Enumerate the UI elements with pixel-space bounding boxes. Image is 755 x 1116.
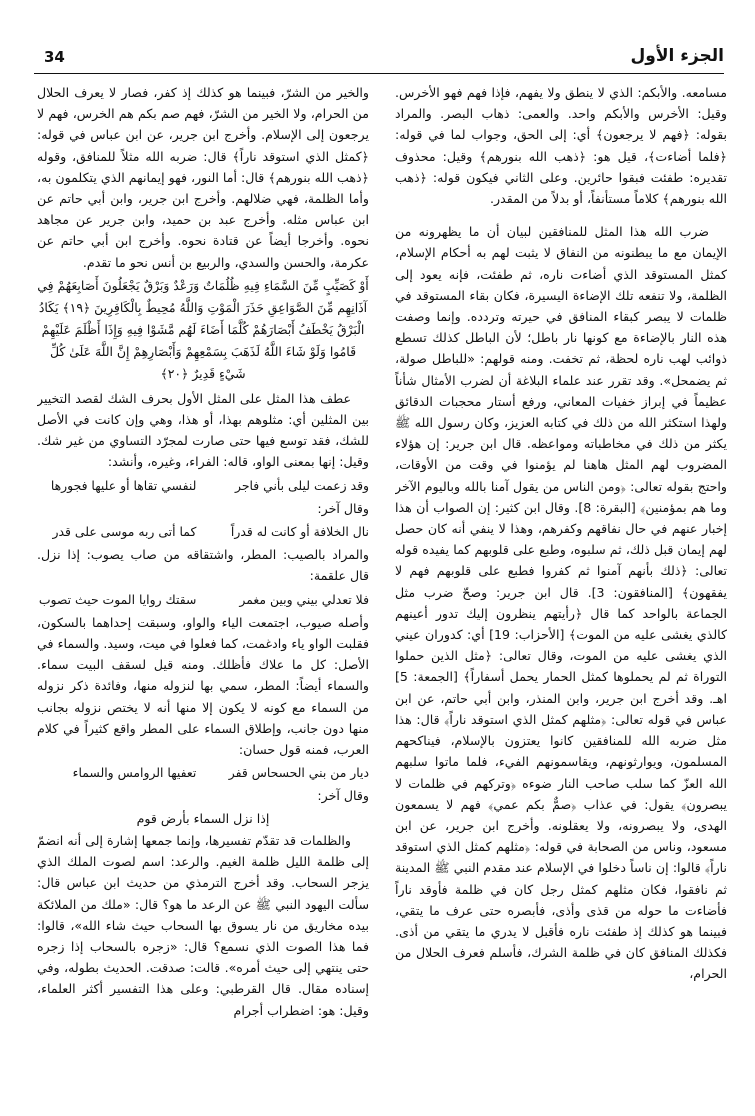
poem-hemistich: وقد زعمت ليلى بأني فاجر: [234, 477, 369, 493]
paragraph: مسامعه. والأبكم: الذي لا ينطق ولا يفهم، فإذا فهم فهو الأخرس. وقيل: الأخرس والأبكم واحد. والعمى: ذهاب البصر. والمراد بقوله: ﴿فهم لا يرجعون﴾ أي: إلى الحق، وجواب لما في قوله: ﴿فلما أضاءت﴾، قيل هو: ﴿ذهب الله بنورهم﴾ وقيل: محذوف تقديره: طفئت فبقوا حائرين. وعلى الثاني فيكون قوله: ﴿ذهب الله بنورهم﴾ كلاماً مستأنفاً، أو بدلاً من المقدر.: [395, 85, 727, 207]
paragraph: والظلمات قد تقدّم تفسيرها، وإنما جمعها إشارة إلى أنه انضمّ إلى ظلمة الليل ظلمة الغيم. والرعد: اسم لصوت الملك الذي يزجر السحاب. وقد أخرج الترمذي من حديث ابن عباس قال: سألت اليهود النبي ﷺ عن الرعد ما هو؟ قال: «ملك من الملائكة بيده مخاريق من نار يسوق بها السحاب حيث شاء الله»، قالوا: فما هذا الصوت الذي نسمع؟ قال: «زجره بالسحاب إذا زجره حتى ينتهي إلى حيث أمره». قالت: صدقت. الحديث بطوله، وفي إسناده مقال. قال القرطبي: وعلى هذا التفسير أكثر العلماء، وقيل: هو: اضطراب أجرام: [37, 832, 369, 1018]
paragraph: ضرب الله هذا المثل للمنافقين لبيان أن ما يظهرونه من الإيمان مع ما يبطنونه من النفاق لا يثبت لهم به أحكام الإسلام، كمثل المستوقد الذي أضاءت ناره، ثم طفئت، فإنه يعود إلى الظلمة، ولا تنفعه تلك الإضاءة اليسيرة، فكان بقاء المستوقد في ظلمات لا يبصر كبقاء المنافق في حيرته وتردده. وإنما وصفت هذه النار بالإضاءة مع كونها نار باطل؛ لأن الباطل كذلك تسطع ذوائب لهب ناره لحظة، ثم تخفت. ومنه قولهم: «للباطل صولة، ثم يضمحل». وقد تقرر عند علماء البلاغة أن لضرب الأمثال شأناً عظيماً في إبراز خفيات المعاني، ورفع أستار محجبات الدقائق ولهذا استكثر الله من ذلك في كتابه العزيز، وكان رسول الله ﷺ يكثر من ذلك في مخاطباته ومواعظه. قال ابن جرير: إن هؤلاء المضروب لهم المثل هاهنا لم يؤمنوا في وقت من الأوقات، واحتج بقوله تعالى: ﴿ومن الناس من يقول آمنا بالله وباليوم الآخر وما هم بمؤمنين﴾ [البقرة: 8]. وقال ابن كثير: إن الصواب أن هذا إخبار عنهم في حال نفاقهم وكفرهم، وهذا لا ينفي أنه كان حصل لهم إيمان قبل ذلك، ثم سلبوه، وطبع على قلوبهم كما يفيده قوله تعالى: ﴿ذلك بأنهم آمنوا ثم كفروا فطبع على قلوبهم فهم لا يفقهون﴾ [المنافقون: 3]. قال ابن جرير: وصحّ ضرب مثل الجماعة بالواحد كما قال ﴿رأيتهم ينظرون إليك تدور أعينهم كالذي يغشى عليه من الموت﴾ [الأحزاب: 19] أي: كدوران عيني الذي يغشى عليه من الموت، وقال تعالى: ﴿مثل الذين حملوا التوراة ثم لم يحملوها كمثل الحمار يحمل أسفاراً﴾ [الجمعة: 5] اهـ. وقد أخرج ابن جرير، وابن المنذر، وابن أبي حاتم، عن ابن عباس في قوله تعالى: ﴿مثلهم كمثل الذي استوقد ناراً﴾ قال: هذا مثل ضربه الله للمنافقين كانوا يعتزون بالإسلام، فيناكحهم المسلمون، ويوارثونهم، ويقاسمونهم الفيء، فلما ماتوا سلبهم الله العزّ كما سلب صاحب النار ضوءه ﴿وتركهم في ظلمات لا يبصرون﴾ يقول: في عذاب ﴿صمٌّ بكم عمي﴾ فهم لا يسمعون الهدى، ولا يبصرونه، ولا يعقلونه. وأخرج ابن جرير، عن ابن مسعود، وناس من الصحابة في قوله: ﴿مثلهم كمثل الذي استوقد ناراً﴾ قالوا: إن ناساً دخلوا في الإسلام عند مقدم النبي ﷺ المدينة ثم نافقوا، فكان مثلهم كمثل رجل كان في ظلمة فأوقد ناراً فأضاءت ما حوله من قذى وأذى، فأبصره حتى عرف ما يتقي، فبينما هو كذلك إذ طفئت ناره فأقبل لا يدري ما يتقي من أذى. فكذلك المنافق كان في ظلمة الشرك، فأسلم فعرف الحلال من الحرام،: [395, 224, 727, 982]
paragraph: والخير من الشرّ، فبينما هو كذلك إذ كفر، فصار لا يعرف الحلال من الحرام، ولا الخير من الشرّ، فهم صم بكم هم الخرس، فهم لا يرجعون إلى الإسلام. وأخرج ابن جرير، عن ابن عباس في قوله: ﴿كمثل الذي استوقد ناراً﴾ قال: ضربه الله مثلاً للمنافق، وقوله ﴿ذهب الله بنورهم﴾ قال: أما النور، فهو إيمانهم الذي يتكلمون به، وأما الظلمة، فهي ضلالهم. وأخرج ابن جرير، وابن أبي حاتم عن ابن عباس مثله. وأخرج عبد بن حميد، وابن جرير عن مجاهد نحوه. وأخرجا أيضاً عن قتادة نحوه. وأخرج ابن أبي حاتم عن عكرمة، والحسن والسدي، والربيع بن أنس نحو ما تقدم.: [37, 85, 369, 270]
poem-hemistich: لنفسي تقاها أو عليها فجورها: [50, 477, 197, 493]
paragraph: عطف هذا المثل على المثل الأول بحرف الشك لقصد التخيير بين المثلين أي: مثلوهم بهذا، أو هذا، وهي وإن كانت في الأصل للشك، فقد توسع فيها حتى صارت لمجرّد التساوي من غير شك. وقيل: إنها بمعنى الواو، قاله: الفراء، وغيره، وأنشد:: [37, 390, 369, 470]
poem-line: [37, 762, 369, 783]
said-label: وقال آخر:: [317, 500, 369, 516]
poem-line: [37, 589, 369, 610]
running-title: الجزء الأول: [630, 46, 724, 66]
poem-hemistich: تعفيها الروامس والسماء: [72, 765, 197, 781]
page-header: [34, 44, 724, 74]
right-column: [395, 82, 727, 1092]
poem-line: [37, 475, 369, 496]
header-rule: [34, 73, 724, 74]
page-number: 34: [44, 48, 65, 66]
poem-hemistich: نال الخلافة أو كانت له قدراً: [230, 524, 369, 540]
left-column: [37, 82, 369, 1092]
poem-hemistich: فلا تعدلي بيني وبين مغمر: [239, 591, 369, 607]
poem-line: إذا نزل السماء بأرض قوم: [136, 810, 270, 826]
quran-verse: أَوْ كَصَيِّبٍ مِّنَ السَّمَاءِ فِيهِ ظُلُمَاتٌ وَرَعْدٌ وَبَرْقٌ يَجْعَلُونَ أَصَابِعَهُمْ فِي آذَانِهِم مِّنَ الصَّوَاعِقِ حَذَرَ الْمَوْتِ وَاللَّهُ مُحِيطٌ بِالْكَافِرِينَ ﴿١٩﴾ يَكَادُ الْبَرْقُ يَخْطَفُ أَبْصَارَهُمْ كُلَّمَا أَضَاءَ لَهُم مَّشَوْا فِيهِ وَإِذَا أَظْلَمَ عَلَيْهِمْ قَامُوا وَلَوْ شَاءَ اللَّهُ لَذَهَبَ بِسَمْعِهِمْ وَأَبْصَارِهِمْ إِنَّ اللَّهَ عَلَىٰ كُلِّ شَيْءٍ قَدِيرٌ ﴿٢٠﴾: [37, 277, 369, 381]
paragraph: والمراد بالصيب: المطر، واشتقاقه من صاب يصوب: إذا نزل. قال علقمة:: [37, 547, 369, 584]
poem-line: [37, 521, 369, 542]
poem-hemistich: ديار من بني الحسحاس قفر: [228, 765, 369, 781]
said-label: وقال آخر:: [317, 788, 369, 804]
paragraph: وأصله صيوب، اجتمعت الياء والواو، وسبقت إحداهما بالسكون، فقلبت الواو ياء وادغمت، كما فعلوا في ميت، وسيد. والسماء في الأصل: كل ما علاك فأظلك. ومنه قيل لسقف البيت سماء. والسماء أيضاً: المطر، سمي بها لنزوله منها، وفائدة ذكر نزوله من السماء مع كونه لا يكون إلا منها أنه لا يختص نزوله بجانب منها دون جانب، وإطلاق السماء على المطر واقع كثيراً في كلام العرب، فمنه قول حسان:: [37, 614, 369, 758]
poem-hemistich: سقتك روايا الموت حيث تصوب: [38, 591, 197, 607]
poem-hemistich: كما أتى ربه موسى على قدر: [52, 524, 197, 540]
